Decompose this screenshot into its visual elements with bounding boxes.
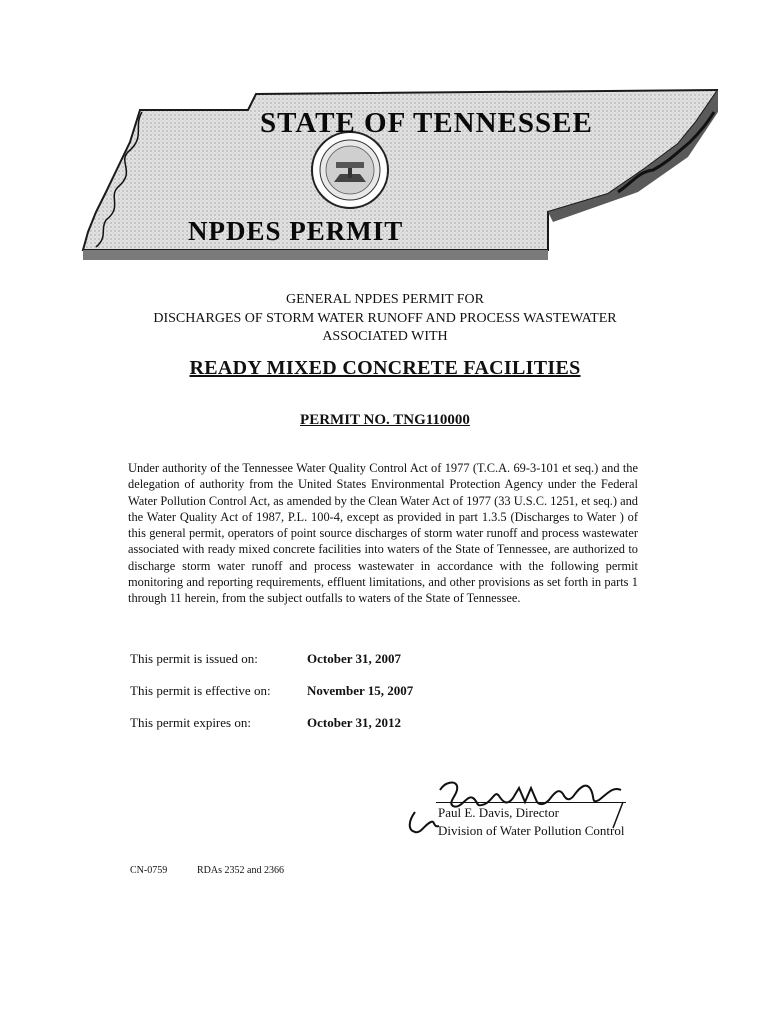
issued-label: This permit is issued on: [130, 651, 258, 666]
authority-paragraph: Under authority of the Tennessee Water Quality Control Act of 1977 (T.C.A. 69-3-101 et seq.) and the delegation of authority from the United States Environmental Protection Agency under the Federal Water Pollution Control Act, as amended by the Clean Water Act of 1977 (33 U.S.C. 1251, et seq.) and the Water Quality Act of 1987, P.L. 100-4, except as provided in part 1.3.5 (Discharges to Water ) of this general permit, operators of point source discharges of storm water runoff and process wastewater associated with ready mixed concrete facilities into waters of the State of Tennessee, are authorized to discharge storm water runoff and process wastewater in accordance with the following permit monitoring and reporting requirements, effluent limitations, and other provisions as set forth in parts 1 through 11 herein, from the subject outfalls to waters of the State of Tennessee. [128, 461, 638, 606]
expires-value: October 31, 2012 [307, 715, 401, 730]
issued-value: October 31, 2007 [307, 651, 401, 666]
rda-numbers: RDAs 2352 and 2366 [197, 865, 284, 876]
state-title: STATE OF TENNESSEE [260, 107, 593, 139]
effective-value: November 15, 2007 [307, 683, 414, 698]
facility-title: READY MIXED CONCRETE FACILITIES [189, 357, 581, 379]
expires-label: This permit expires on: [130, 715, 251, 730]
permit-type-title: NPDES PERMIT [188, 216, 404, 246]
heading-line-1: GENERAL NPDES PERMIT FOR [286, 292, 484, 307]
signature-line [436, 802, 626, 803]
permit-number: PERMIT NO. TNG110000 [300, 412, 470, 428]
signer-division: Division of Water Pollution Control [438, 823, 625, 838]
form-code: CN-0759 [130, 865, 168, 876]
heading-line-2: DISCHARGES OF STORM WATER RUNOFF AND PROCESS WASTEWATER [153, 311, 617, 326]
signer-name: Paul E. Davis, Director [438, 805, 559, 820]
heading-line-3: ASSOCIATED WITH [322, 329, 448, 344]
tennessee-seal [312, 132, 388, 208]
effective-label: This permit is effective on: [130, 683, 271, 698]
map-shadow [83, 250, 548, 260]
tennessee-map-banner [78, 82, 718, 267]
